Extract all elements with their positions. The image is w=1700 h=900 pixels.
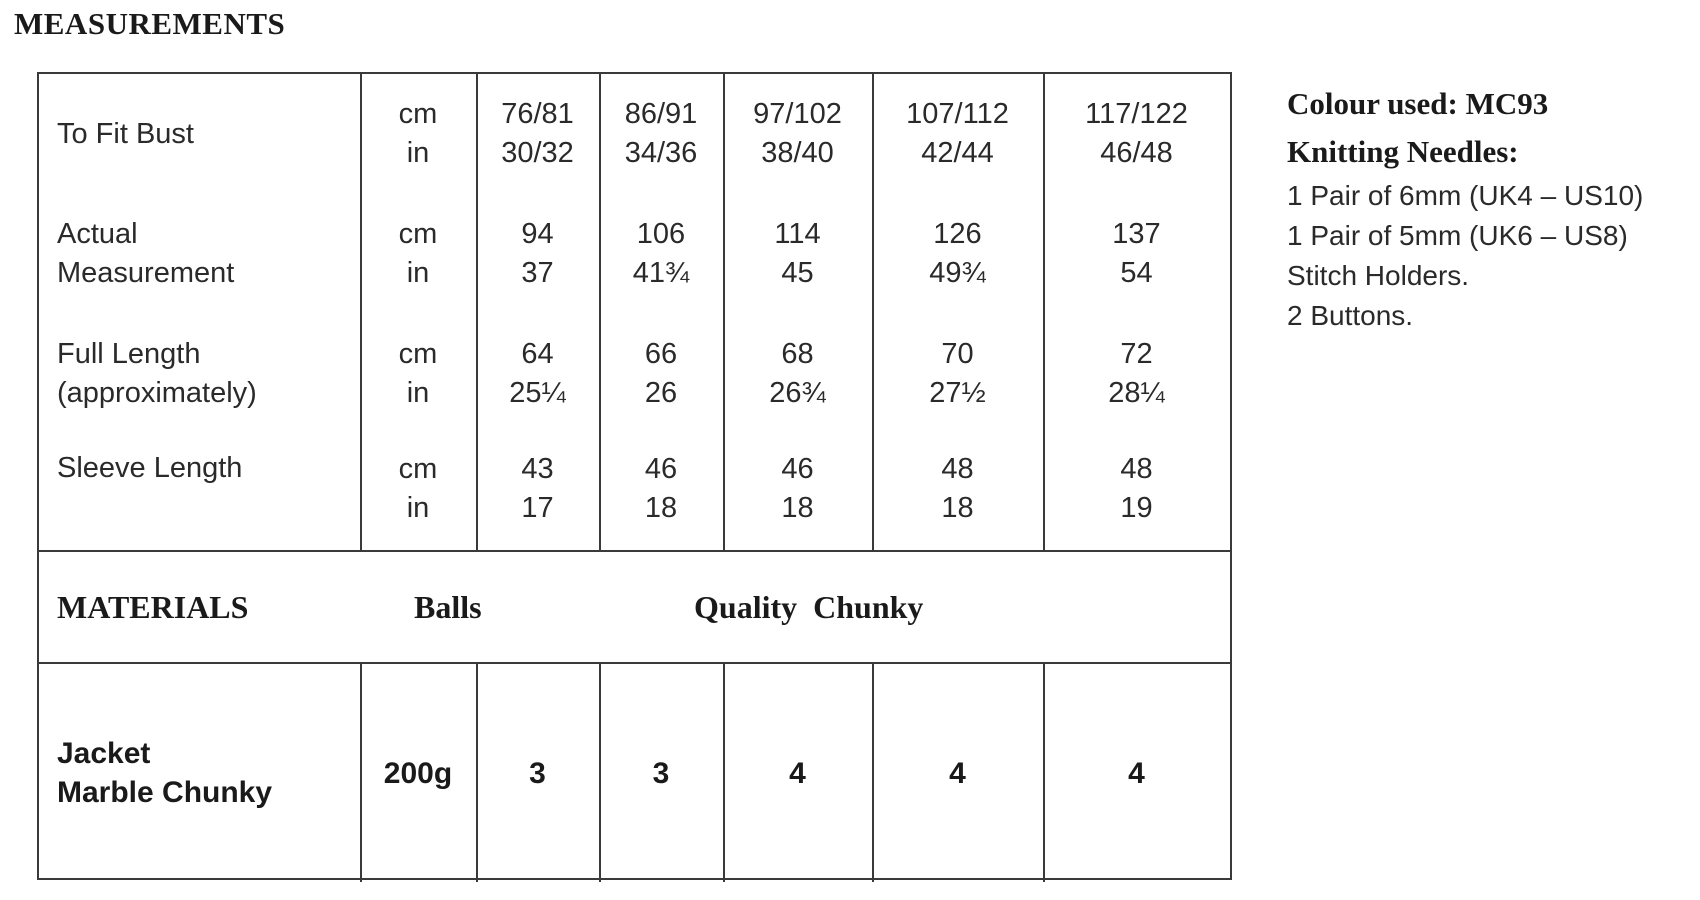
unit-cell bbox=[360, 94, 476, 174]
balls-label: Balls bbox=[414, 588, 482, 625]
unit-cm: cm bbox=[398, 98, 438, 130]
measurements-table bbox=[37, 72, 1232, 880]
value-in: 26¾ bbox=[769, 377, 826, 409]
unit-in: in bbox=[406, 377, 430, 409]
value-in: 17 bbox=[521, 492, 554, 524]
size-in: 46/48 bbox=[1100, 137, 1173, 169]
row-label-line: (approximately) bbox=[57, 377, 257, 409]
quality-label: Quality Chunky bbox=[694, 588, 924, 625]
value-in: 18 bbox=[781, 492, 814, 524]
value-cm: 72 bbox=[1120, 338, 1153, 370]
size-cm: 86/91 bbox=[624, 98, 698, 130]
size-cm: 107/112 bbox=[906, 98, 1009, 130]
value-cm: 66 bbox=[644, 338, 678, 370]
colour-used: Colour used: MC93 bbox=[1287, 86, 1549, 121]
value-cm: 46 bbox=[644, 453, 678, 485]
value-cm: 48 bbox=[941, 453, 974, 485]
unit-cell bbox=[360, 334, 476, 414]
value-cm: 94 bbox=[521, 218, 554, 250]
value-cm: 46 bbox=[781, 453, 814, 485]
size-cm: 97/102 bbox=[753, 98, 842, 130]
size-cm: 76/81 bbox=[501, 98, 574, 130]
value-in: 18 bbox=[644, 492, 678, 524]
row-label-line: Sleeve Length bbox=[57, 452, 243, 484]
value-cm: 126 bbox=[933, 218, 982, 250]
value-cell bbox=[599, 449, 723, 529]
value-in: 37 bbox=[521, 257, 554, 289]
yarn-quantity: 4 bbox=[949, 756, 966, 790]
value-in: 25¼ bbox=[509, 377, 566, 409]
page-title: MEASUREMENTS bbox=[14, 6, 286, 41]
size-in: 38/40 bbox=[761, 137, 834, 169]
row-label-line: Actual bbox=[57, 218, 138, 250]
value-cm: 114 bbox=[774, 218, 821, 250]
unit-cell bbox=[360, 449, 476, 529]
yarn-name-line: Jacket bbox=[57, 737, 151, 770]
side-info-panel bbox=[1287, 80, 1687, 336]
yarn-quantity: 4 bbox=[1128, 756, 1145, 790]
value-cell bbox=[476, 214, 599, 294]
value-in: 19 bbox=[1120, 492, 1153, 524]
unit-in: in bbox=[406, 492, 430, 524]
value-cell bbox=[599, 334, 723, 414]
size-cell bbox=[872, 94, 1043, 174]
unit-cell bbox=[360, 214, 476, 294]
unit-in: in bbox=[406, 137, 430, 169]
value-in: 49¾ bbox=[929, 257, 986, 289]
value-cm: 64 bbox=[521, 338, 554, 370]
value-in: 54 bbox=[1120, 257, 1153, 289]
size-in: 34/36 bbox=[624, 137, 698, 169]
size-in: 30/32 bbox=[501, 137, 574, 169]
needle-item: 1 Pair of 5mm (UK6 – US8) bbox=[1287, 220, 1628, 251]
value-cell bbox=[723, 334, 872, 414]
accessory-item: Stitch Holders. bbox=[1287, 260, 1470, 291]
unit-cm: cm bbox=[398, 218, 438, 250]
value-in: 26 bbox=[644, 377, 678, 409]
value-cell bbox=[723, 214, 872, 294]
unit-cm: cm bbox=[398, 338, 438, 370]
value-in: 18 bbox=[941, 492, 974, 524]
value-cm: 106 bbox=[636, 218, 686, 250]
value-in: 41¾ bbox=[632, 257, 690, 289]
value-cm: 43 bbox=[521, 453, 554, 485]
size-cell bbox=[723, 94, 872, 174]
value-cm: 68 bbox=[781, 338, 814, 370]
value-cell bbox=[723, 449, 872, 529]
value-cm: 48 bbox=[1120, 453, 1153, 485]
yarn-quantity: 4 bbox=[789, 756, 806, 790]
value-cell bbox=[1043, 334, 1230, 414]
size-cell bbox=[599, 94, 723, 174]
value-cell bbox=[1043, 214, 1230, 294]
materials-title: MATERIALS bbox=[57, 588, 249, 625]
value-cell bbox=[872, 214, 1043, 294]
size-cm: 117/122 bbox=[1085, 98, 1188, 130]
yarn-weight: 200g bbox=[383, 756, 453, 790]
value-cell bbox=[1043, 449, 1230, 529]
value-cm: 70 bbox=[941, 338, 974, 370]
row-label-line: To Fit Bust bbox=[57, 117, 194, 150]
value-in: 27½ bbox=[929, 377, 986, 409]
row-label-sleeve-length bbox=[39, 449, 360, 529]
unit-cm: cm bbox=[398, 453, 438, 485]
value-in: 45 bbox=[781, 257, 814, 289]
size-cell bbox=[1043, 94, 1230, 174]
value-cell bbox=[872, 334, 1043, 414]
yarn-quantity: 3 bbox=[529, 756, 546, 790]
row-label-full-length bbox=[39, 334, 360, 414]
value-cell bbox=[476, 334, 599, 414]
accessory-item: 2 Buttons. bbox=[1287, 300, 1414, 331]
value-cell bbox=[476, 449, 599, 529]
unit-in: in bbox=[406, 257, 430, 289]
yarn-quantity: 3 bbox=[652, 756, 670, 790]
yarn-name-line: Marble Chunky bbox=[57, 776, 273, 809]
needle-item: 1 Pair of 6mm (UK4 – US10) bbox=[1287, 180, 1644, 211]
value-cell bbox=[599, 214, 723, 294]
value-cm: 137 bbox=[1112, 218, 1161, 250]
size-in: 42/44 bbox=[921, 137, 994, 169]
value-cell bbox=[872, 449, 1043, 529]
row-label-line: Full Length bbox=[57, 338, 201, 370]
row-label-actual-measurement bbox=[39, 214, 360, 294]
needles-title: Knitting Needles: bbox=[1287, 134, 1519, 169]
row-label-to-fit-bust bbox=[39, 94, 360, 174]
value-in: 28¼ bbox=[1108, 377, 1165, 409]
size-cell bbox=[476, 94, 599, 174]
yarn-name bbox=[39, 664, 360, 882]
row-label-line: Measurement bbox=[57, 257, 235, 289]
